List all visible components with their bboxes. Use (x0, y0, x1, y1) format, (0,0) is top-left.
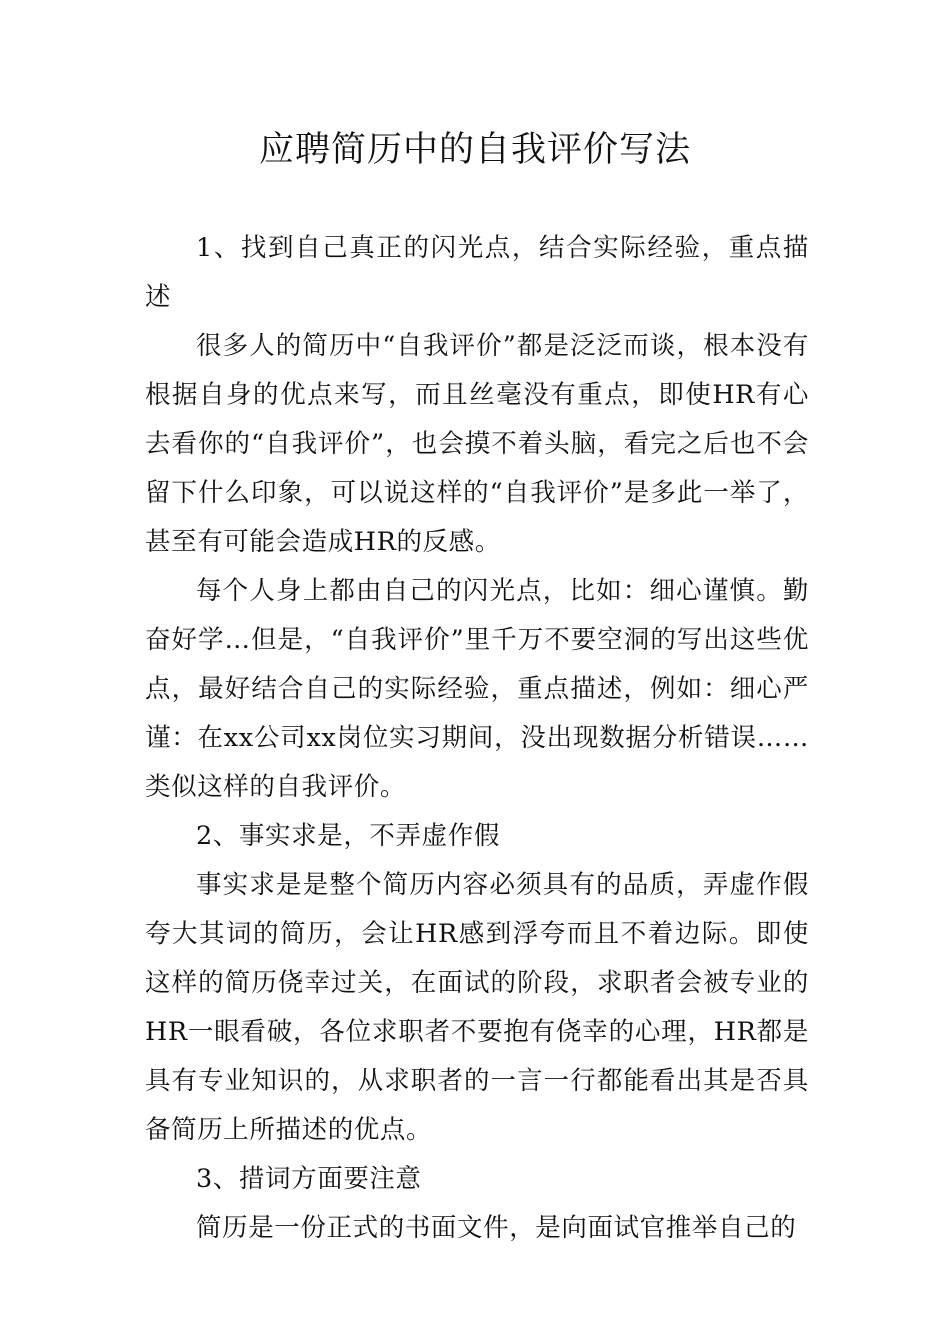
document-body (145, 224, 809, 1253)
heading-1: 1、找到自己真正的闪光点，结合实际经验，重点描述 (145, 233, 809, 312)
paragraph-4: 简历是一份正式的书面文件，是向面试官推举自己的 (196, 1213, 797, 1243)
paragraph-2: 每个人身上都由自己的闪光点，比如：细心谨慎。勤奋好学…但是，“自我评价”里千万不要空洞的写出这些优点，最好结合自己的实际经验，重点描述，例如：细心严谨：在xx公司xx岗位实习期间，没出现数据分析错误……类似这样的自我评价。 (145, 576, 809, 802)
heading-3: 3、措词方面要注意 (196, 1164, 422, 1194)
document-title: 应聘简历中的自我评价写法 (258, 130, 691, 170)
paragraph-1: 很多人的简历中“自我评价”都是泛泛而谈，根本没有根据自身的优点来写，而且丝毫没有重点，即使HR有心去看你的“自我评价”，也会摸不着头脑，看完之后也不会留下什么印象，可以说这样的“自我评价”是多此一举了，甚至有可能会造成HR的反感。 (145, 331, 809, 557)
heading-2: 2、事实求是，不弄虚作假 (196, 821, 500, 851)
paragraph-3: 事实求是是整个简历内容必须具有的品质，弄虚作假夸大其词的简历，会让HR感到浮夸而且不着边际。即使这样的简历侥幸过关，在面试的阶段，求职者会被专业的HR一眼看破，各位求职者不要抱有侥幸的心理，HR都是具有专业知识的，从求职者的一言一行都能看出其是否具备简历上所描述的优点。 (145, 870, 809, 1145)
